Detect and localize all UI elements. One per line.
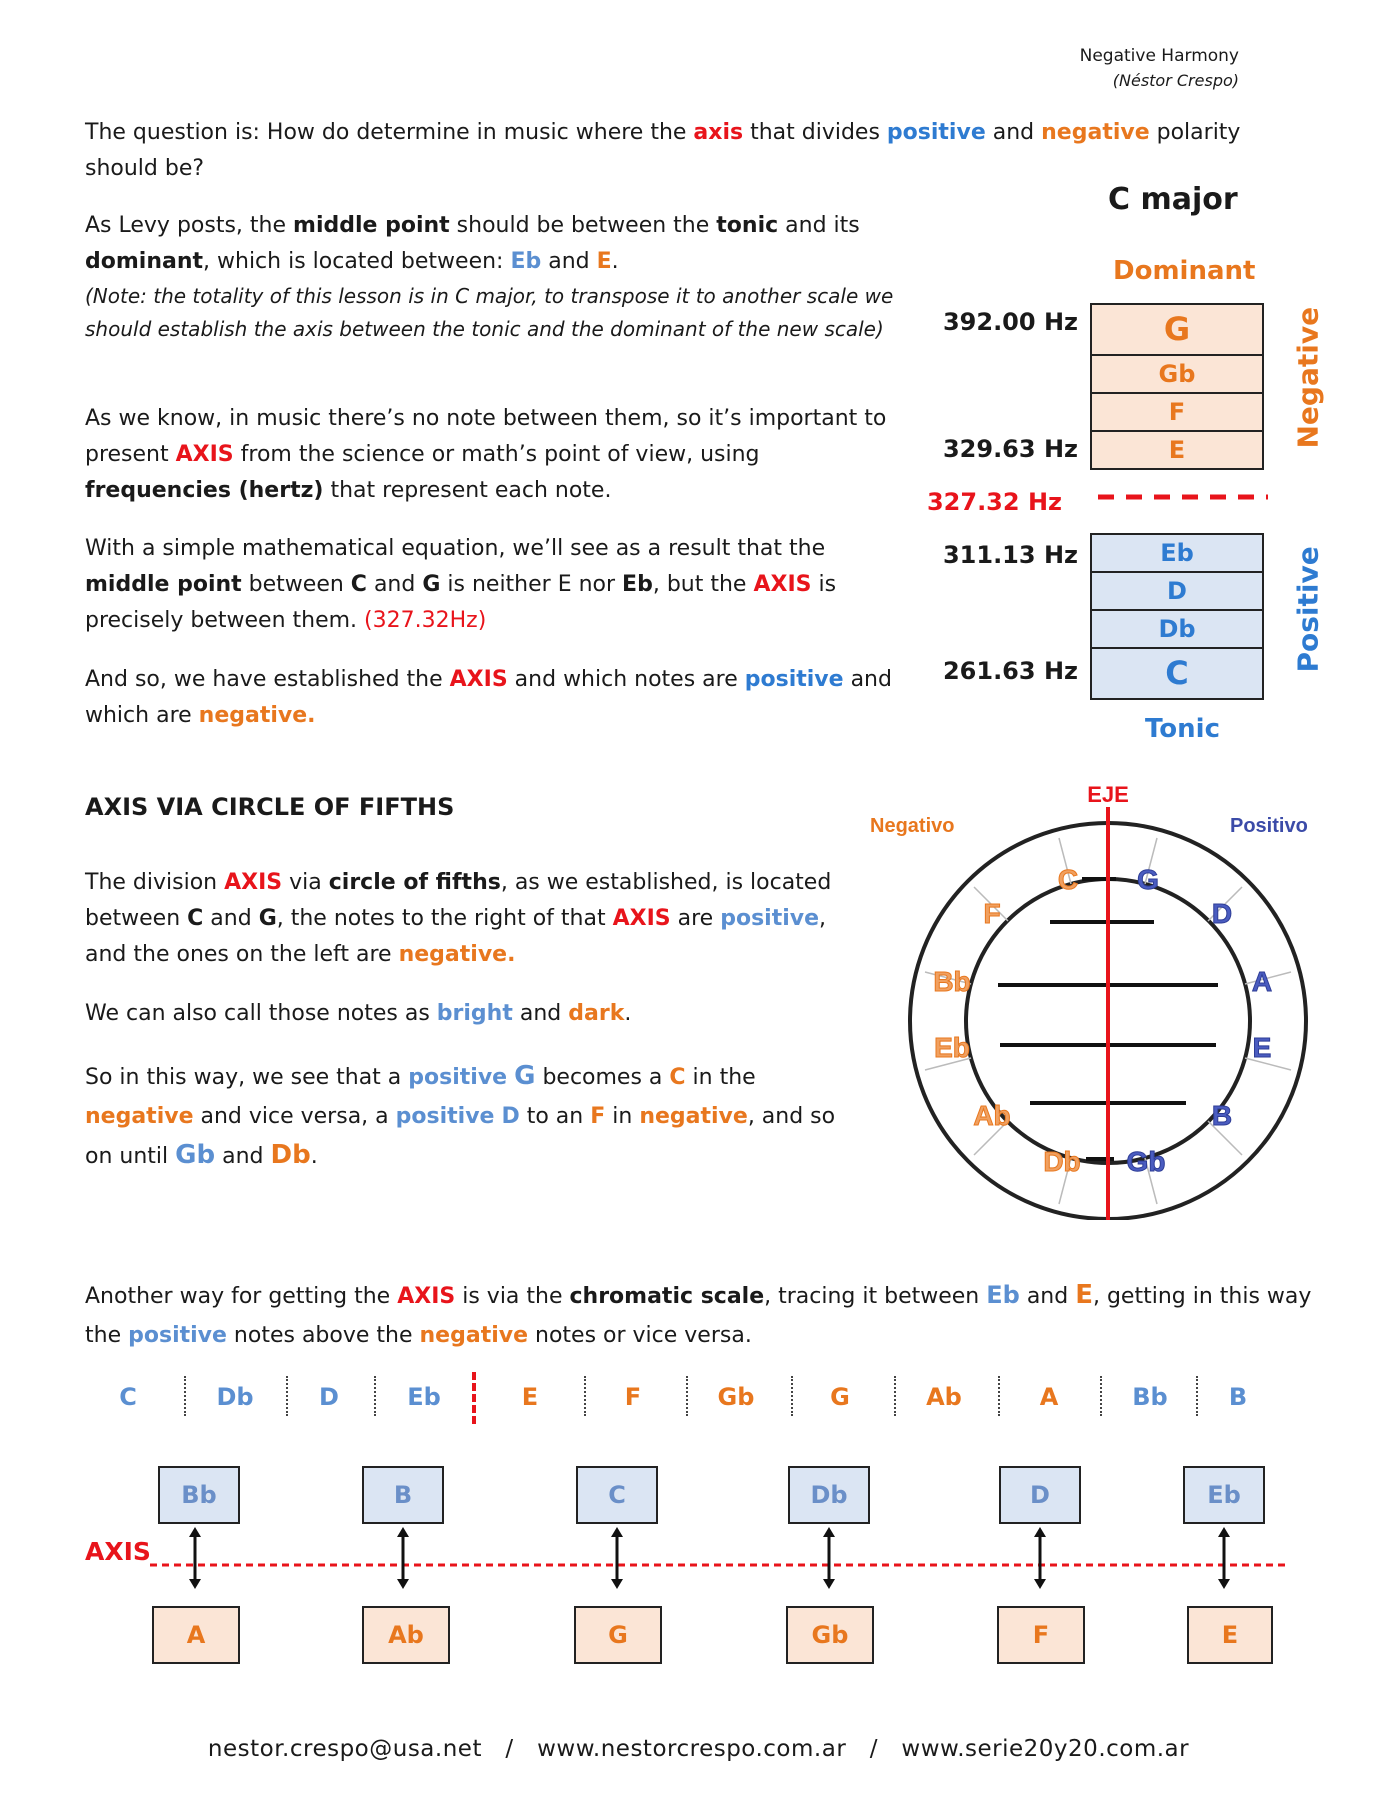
positivo-label: Positivo	[1230, 815, 1308, 837]
chromatic-note-bb: Bb	[1132, 1383, 1168, 1411]
neg-note-gb: Gb	[1090, 354, 1264, 394]
pos-note-eb: Eb	[1090, 533, 1264, 573]
axis-top-note-d: D	[999, 1466, 1081, 1524]
pos-note-db: Db	[1090, 609, 1264, 649]
negative-vertical-label: Negative	[1291, 306, 1325, 449]
axis-bottom-note-e: E	[1187, 1606, 1273, 1664]
axis-bottom-note-f: F	[997, 1606, 1085, 1664]
chromatic-note-c: C	[119, 1383, 137, 1411]
circle-note-c: C	[1057, 864, 1079, 895]
circle-note-d: D	[1211, 898, 1233, 929]
circle-note-bb: Bb	[933, 966, 971, 997]
footer-links	[0, 1736, 1397, 1762]
axis-red-dotted-line	[150, 1562, 1285, 1568]
updown-arrow	[1216, 1527, 1232, 1589]
circle-note-gb: Gb	[1126, 1146, 1166, 1177]
chromatic-note-b: B	[1228, 1383, 1248, 1411]
intro-paragraph-1: The question is: How do determine in music where the axis that divides positive and negative polarity should be?	[85, 120, 1241, 181]
pos-note-c: C	[1090, 647, 1264, 700]
dominant-label: Dominant	[1113, 256, 1256, 286]
chromatic-note-gb: Gb	[717, 1383, 755, 1411]
axis-top-note-c: C	[576, 1466, 658, 1524]
updown-arrow	[187, 1527, 203, 1589]
intro-note: (Note: the totality of this lesson is in C major, to transpose it to another scale we should establish the axis between the tonic and the dominant of the new scale)	[85, 284, 894, 341]
scale-divider	[184, 1376, 186, 1416]
doc-title: Negative Harmony	[1079, 46, 1239, 66]
axis-bottom-note-g: G	[574, 1606, 662, 1664]
circle-paragraph-1: The division AXIS via circle of fifths, as we established, is located between C and G, the notes to the right of that AXIS are positive, and the ones on the left are negative.	[85, 870, 832, 967]
axis-top-note-bb: Bb	[158, 1466, 240, 1524]
axis-bottom-note-a: A	[152, 1606, 240, 1664]
scale-divider	[791, 1376, 793, 1416]
axis-top-note-db: Db	[788, 1466, 870, 1524]
scale-divider	[998, 1376, 1000, 1416]
scale-divider	[1196, 1376, 1198, 1416]
neg-note-g: G	[1090, 303, 1264, 356]
scale-divider	[374, 1376, 376, 1416]
chromatic-note-e: E	[521, 1383, 539, 1411]
intro-paragraph-4: With a simple mathematical equation, we’ll see as a result that the middle point between C and G is neither E nor Eb, but the AXIS is precisely between them. (327.32Hz)	[85, 536, 837, 633]
circle-paragraph-3: So in this way, we see that a positive G becomes a C in the negative and vice versa, a positive D to an F in negative, and so on until Gb and Db.	[85, 1061, 836, 1170]
freq-eb: 311.13 Hz	[942, 541, 1078, 569]
chromatic-note-ab: Ab	[926, 1383, 962, 1411]
circle-note-e: E	[1252, 1032, 1272, 1063]
circle-note-b: B	[1211, 1100, 1233, 1131]
freq-g: 392.00 Hz	[942, 308, 1078, 336]
footer-site-serie20y20[interactable]: www.serie20y20.com.ar	[901, 1736, 1190, 1762]
neg-note-f: F	[1090, 392, 1264, 432]
footer-separator: /	[505, 1736, 514, 1762]
footer-separator: /	[869, 1736, 878, 1762]
circle-note-db: Db	[1043, 1146, 1081, 1177]
chromatic-note-a: A	[1039, 1383, 1059, 1411]
freq-axis: 327.32 Hz	[926, 488, 1062, 516]
freq-c: 261.63 Hz	[942, 657, 1078, 685]
footer-site-nestorcrespo[interactable]: www.nestorcrespo.com.ar	[537, 1736, 847, 1762]
updown-arrow	[1032, 1527, 1048, 1589]
pos-note-d: D	[1090, 571, 1264, 611]
updown-arrow	[609, 1527, 625, 1589]
neg-note-e: E	[1090, 430, 1264, 470]
cmajor-title: C major	[1108, 182, 1238, 217]
updown-arrow	[395, 1527, 411, 1589]
intro-paragraph-5: And so, we have established the AXIS and which notes are positive and which are negative.	[85, 667, 892, 728]
intro-paragraph-2: As Levy posts, the middle point should be between the tonic and its dominant, which is located between: Eb and E.	[85, 213, 860, 274]
chromatic-note-f: F	[624, 1383, 642, 1411]
circle-note-f: F	[983, 898, 1001, 929]
chromatic-axis-marker	[472, 1372, 476, 1424]
chromatic-note-db: Db	[216, 1383, 254, 1411]
circle-note-ab: Ab	[973, 1100, 1011, 1131]
axis-bottom-note-gb: Gb	[786, 1606, 874, 1664]
scale-divider	[286, 1376, 288, 1416]
scale-divider	[894, 1376, 896, 1416]
scale-divider	[1100, 1376, 1102, 1416]
axis-bottom-note-ab: Ab	[362, 1606, 450, 1664]
axis-top-note-eb: Eb	[1183, 1466, 1265, 1524]
doc-author: (Néstor Crespo)	[1112, 71, 1239, 90]
circle-of-fifths-diagram	[870, 785, 1350, 1220]
chromatic-note-eb: Eb	[407, 1383, 441, 1411]
axis-top-note-b: B	[362, 1466, 444, 1524]
scale-divider	[686, 1376, 688, 1416]
circle-note-g: G	[1137, 864, 1159, 895]
circle-note-eb: Eb	[934, 1032, 970, 1063]
updown-arrow	[821, 1527, 837, 1589]
scale-divider	[584, 1376, 586, 1416]
tonic-label: Tonic	[1145, 714, 1220, 744]
positive-vertical-label: Positive	[1291, 546, 1325, 673]
circle-note-a: A	[1251, 966, 1273, 997]
chromatic-paragraph: Another way for getting the AXIS is via the chromatic scale, tracing it between Eb and E, getting in this way the positive notes above the negative notes or vice versa.	[85, 1280, 1312, 1348]
negativo-label: Negativo	[870, 815, 955, 837]
circle-section-heading: AXIS VIA CIRCLE OF FIFTHS	[85, 793, 455, 821]
axis-label: AXIS	[85, 1537, 151, 1566]
chromatic-note-g: G	[830, 1383, 850, 1411]
intro-paragraph-3: As we know, in music there’s no note between them, so it’s important to present AXIS from the science or math’s point of view, using frequencies (hertz) that represent each note.	[85, 406, 887, 503]
axis-dash-line	[1098, 493, 1268, 501]
chromatic-note-d: D	[319, 1383, 339, 1411]
eje-label: EJE	[1087, 785, 1129, 807]
circle-paragraph-2: We can also call those notes as bright and dark.	[85, 1001, 632, 1026]
footer-email[interactable]: nestor.crespo@usa.net	[207, 1736, 482, 1762]
freq-e: 329.63 Hz	[942, 435, 1078, 463]
